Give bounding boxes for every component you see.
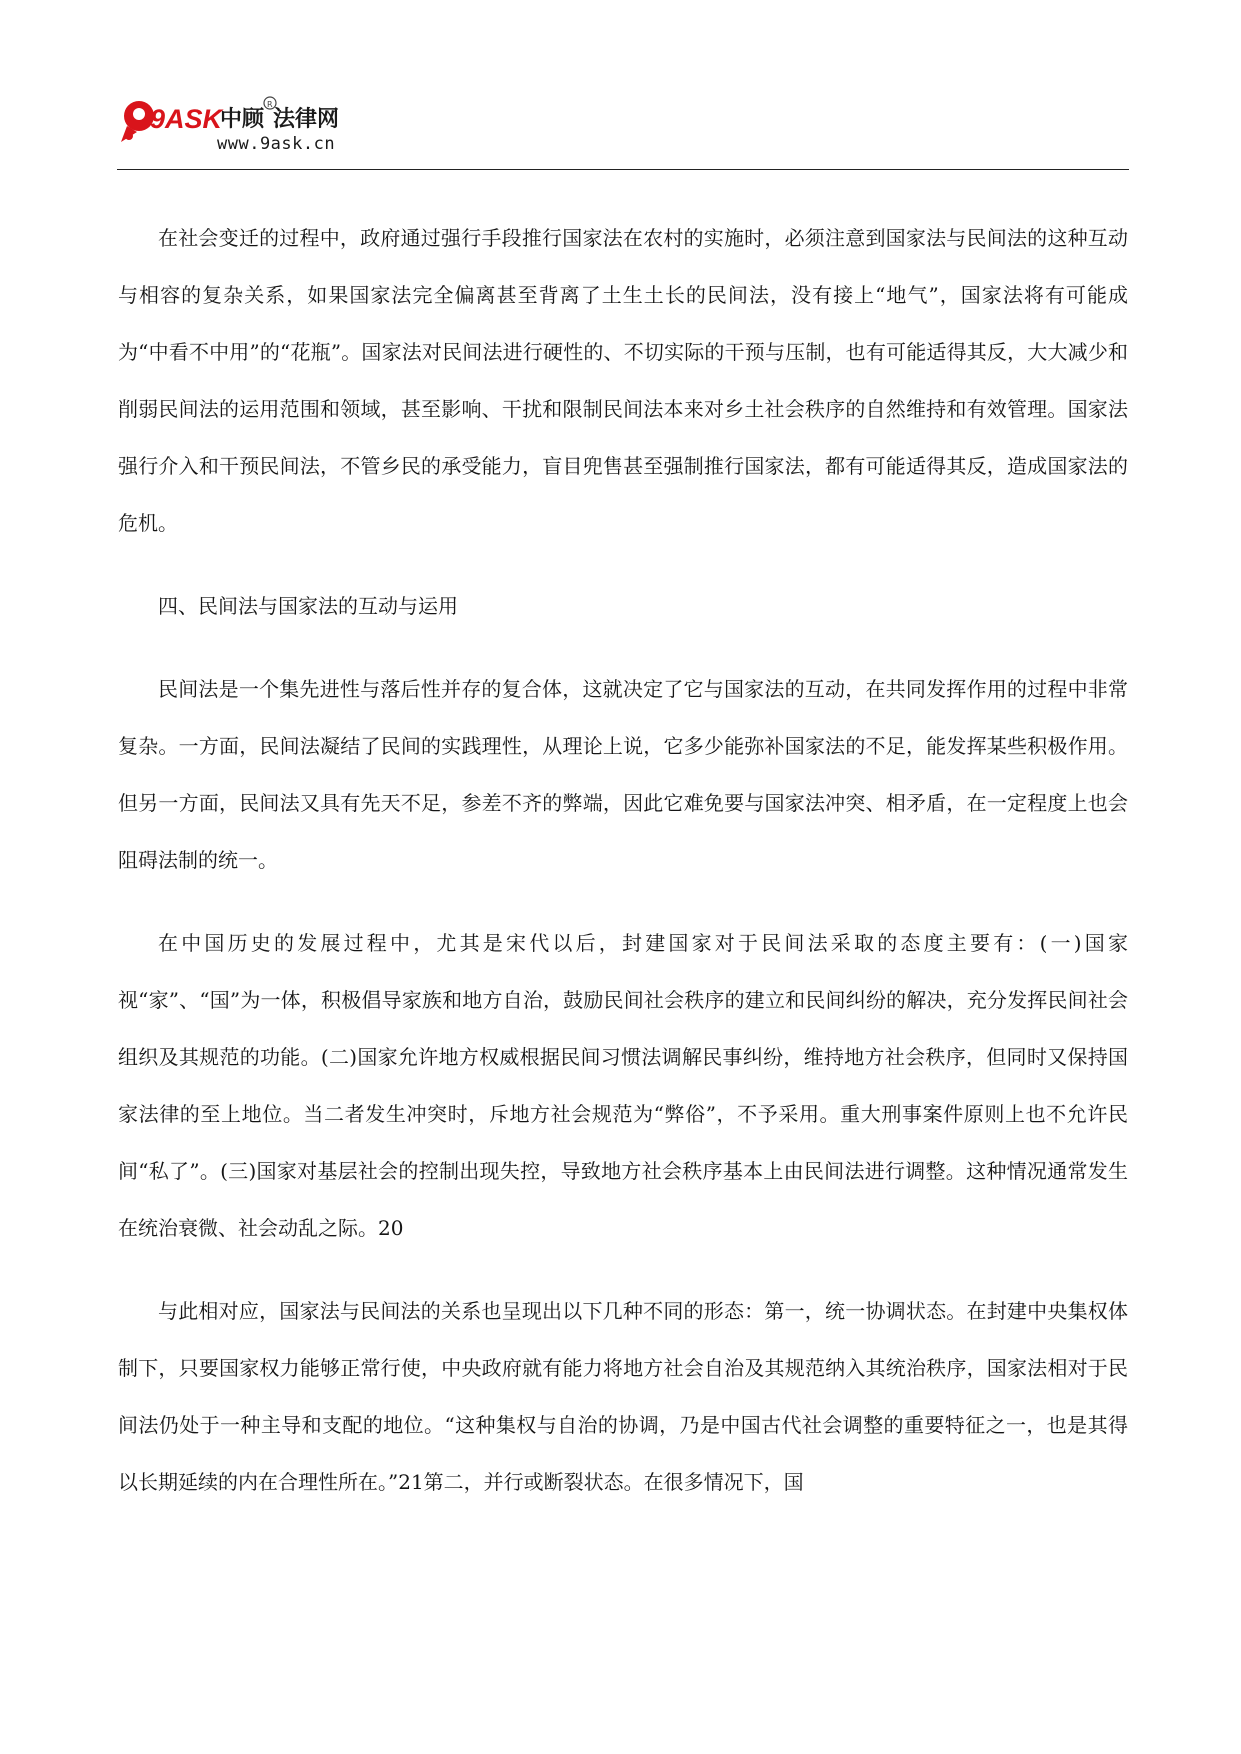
paragraph: 在中国历史的发展过程中，尤其是宋代以后，封建国家对于民间法采取的态度主要有：(一)国家视“家”、“国”为一体，积极倡导家族和地方自治，鼓励民间社会秩序的建立和民间纠纷的解决，充分发挥民间社会组织及其规范的功能。(二)国家允许地方权威根据民间习惯法调解民事纠纷，维持地方社会秩序，但同时又保持国家法律的至上地位。当二者发生冲突时，斥地方社会规范为“弊俗”，不予采用。重大刑事案件原则上也不允许民间“私了”。(三)国家对基层社会的控制出现失控，导致地方社会秩序基本上由民间法进行调整。这种情况通常发生在统治衰微、社会动乱之际。20 bbox=[118, 931, 1128, 1240]
paragraph: 与此相对应，国家法与民间法的关系也呈现出以下几种不同的形态：第一，统一协调状态。在封建中央集权体制下，只要国家权力能够正常行使，中央政府就有能力将地方社会自治及其规范纳入其统治秩序，国家法相对于民间法仍处于一种主导和支配的地位。“这种集权与自治的协调，乃是中国古代社会调整的重要特征之一，也是其得以长期延续的内在合理性所在。”21第二，并行或断裂状态。在很多情况下，国 bbox=[118, 1299, 1128, 1494]
page-header bbox=[117, 92, 1129, 170]
logo-cn-text-1: 中顾 bbox=[220, 107, 265, 132]
logo-url: www.9ask.cn bbox=[217, 134, 336, 154]
paragraph: 民间法是一个集先进性与落后性并存的复合体，这就决定了它与国家法的互动，在共同发挥作用的过程中非常复杂。一方面，民间法凝结了民间的实践理性，从理论上说，它多少能弥补国家法的不足，能发挥某些积极作用。但另一方面，民间法又具有先天不足，参差不齐的弊端，因此它难免要与国家法冲突、相矛盾，在一定程度上也会阻碍法制的统一。 bbox=[118, 677, 1128, 872]
header-divider bbox=[117, 169, 1129, 170]
logo-cn-text-2: 法律网 bbox=[273, 107, 340, 132]
section-heading: 四、民间法与国家法的互动与运用 bbox=[158, 594, 458, 618]
svg-text:R: R bbox=[267, 100, 273, 109]
paragraph: 在社会变迁的过程中，政府通过强行手段推行国家法在农村的实施时，必须注意到国家法与民间法的这种互动与相容的复杂关系，如果国家法完全偏离甚至背离了土生土长的民间法，没有接上“地气”，国家法将有可能成为“中看不中用”的“花瓶”。国家法对民间法进行硬性的、不切实际的干预与压制，也有可能适得其反，大大减少和削弱民间法的运用范围和领域，甚至影响、干扰和限制民间法本来对乡土社会秩序的自然维持和有效管理。国家法强行介入和干预民间法，不管乡民的承受能力，盲目兜售甚至强制推行国家法，都有可能适得其反，造成国家法的危机。 bbox=[118, 226, 1128, 535]
logo-brand-text: 9ASK bbox=[150, 104, 223, 134]
document-body bbox=[118, 210, 1128, 1537]
